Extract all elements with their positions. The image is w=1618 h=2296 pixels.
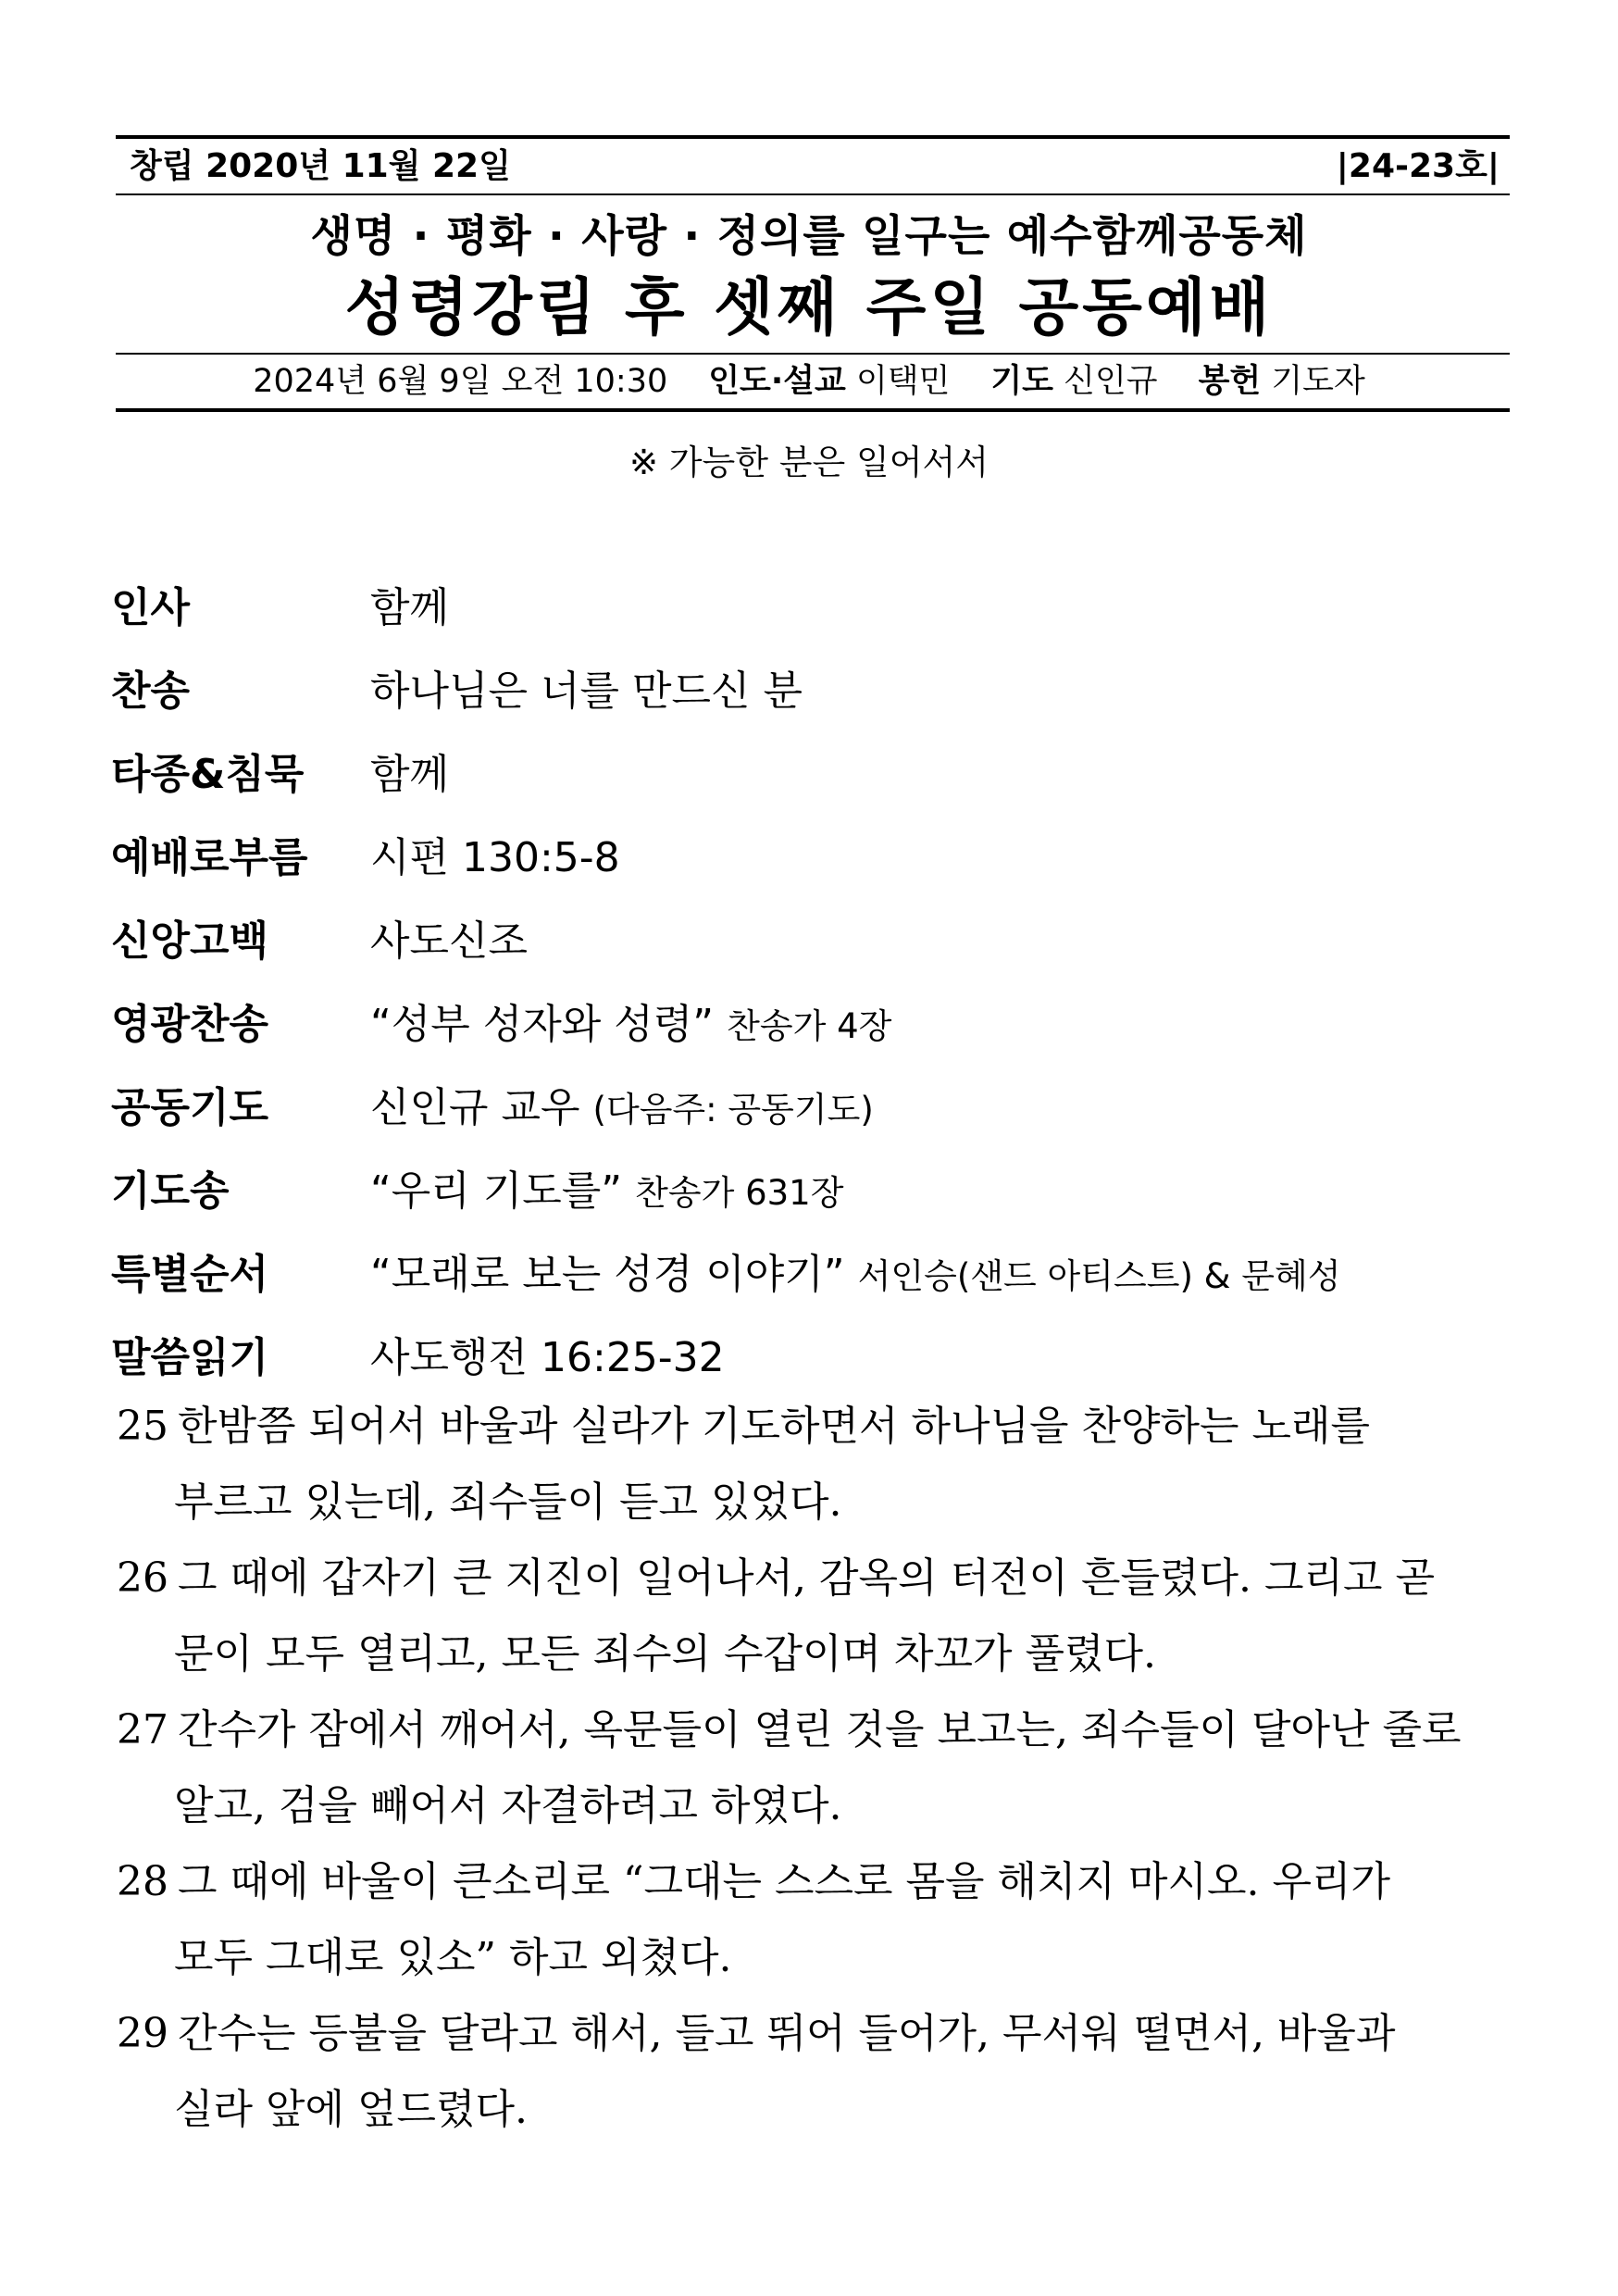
order-value-main: “모래로 보는 성경 이야기” [370, 1251, 845, 1298]
community-motto: 생명 · 평화 · 사랑 · 정의를 일구는 예수함께공동체 [310, 211, 1308, 262]
order-value [370, 659, 803, 724]
scripture-reading [117, 1389, 1514, 2148]
verse-number: 26 [117, 1554, 168, 1602]
prayer-name: 신인규 [1064, 363, 1158, 400]
order-value-note: (다음주: 공동기도) [592, 1090, 874, 1129]
verse-text: 간수는 등불을 달라고 해서, 들고 뛰어 들어가, 무서워 떨면서, 바울과 [178, 2010, 1396, 2057]
founded-date: 창립 2020년 11월 22일 [130, 147, 511, 185]
verse-text-continued: 실라 앞에 엎드렸다. [174, 2086, 528, 2133]
verse-text: 간수가 잠에서 깨어서, 옥문들이 열린 것을 보고는, 죄수들이 달아난 줄로 [178, 1706, 1462, 1753]
order-value [370, 826, 620, 891]
order-item [111, 992, 1518, 1076]
order-label: 인사 [111, 584, 191, 631]
order-label: 공동기도 [111, 1084, 269, 1131]
verse-number: 25 [117, 1403, 168, 1450]
verse [117, 1389, 1514, 1541]
order-item [111, 1159, 1518, 1242]
order-label: 기도송 [111, 1167, 230, 1215]
verse [117, 1844, 1514, 1996]
order-value [370, 1326, 725, 1391]
offering-name: 기도자 [1271, 363, 1365, 400]
order-item [111, 909, 1518, 992]
sermon-label: 인도·설교 [708, 363, 846, 400]
order-value-main: 시편 130:5-8 [370, 834, 620, 881]
service-title: 성령강림 후 셋째 주일 공동예배 [344, 271, 1274, 343]
order-item [111, 1076, 1518, 1159]
order-value-note: 서인승(샌드 아티스트) & 문혜성 [857, 1256, 1341, 1296]
info-rule [116, 408, 1510, 412]
offering-label: 봉헌 [1198, 363, 1262, 400]
verse-text-continued: 문이 모두 열리고, 모든 죄수의 수갑이며 차꼬가 풀렸다. [174, 1630, 1156, 1678]
order-of-worship [111, 576, 1518, 1409]
order-label: 찬송 [111, 668, 191, 715]
verse-number: 28 [117, 1858, 168, 1905]
standing-note: ※ 가능한 분은 일어서서 [629, 443, 989, 482]
order-item [111, 659, 1518, 742]
order-item [111, 742, 1518, 826]
verse [117, 1692, 1514, 1844]
verse-text: 그 때에 갑자기 큰 지진이 일어나서, 감옥의 터전이 흔들렸다. 그리고 곧 [178, 1554, 1435, 1602]
header-rule [116, 193, 1510, 195]
verse-number: 29 [117, 2010, 168, 2057]
order-value-main: “우리 기도를” [370, 1167, 623, 1215]
verse-text: 한밤쯤 되어서 바울과 실라가 기도하면서 하나님을 찬양하는 노래를 [178, 1403, 1371, 1450]
order-value-note: 찬송가 631장 [635, 1173, 844, 1213]
order-label: 신앙고백 [111, 917, 269, 965]
verse-number: 27 [117, 1706, 168, 1753]
verse [117, 1541, 1514, 1692]
order-item [111, 1242, 1518, 1326]
prayer-label: 기도 [990, 363, 1053, 400]
order-value-main: 함께 [370, 584, 450, 631]
service-info [0, 361, 1618, 402]
verse-text-continued: 부르고 있는데, 죄수들이 듣고 있었다. [174, 1479, 842, 1526]
service-datetime: 2024년 6월 9일 오전 10:30 [253, 363, 668, 400]
order-value [370, 742, 449, 807]
order-value [370, 1076, 874, 1142]
order-label: 타종&침묵 [111, 751, 305, 798]
verse-text-continued: 모두 그대로 있소” 하고 외쳤다. [174, 1934, 732, 1981]
order-value [370, 576, 449, 641]
verse-text: 그 때에 바울이 큰소리로 “그대는 스스로 몸을 해치지 마시오. 우리가 [178, 1858, 1390, 1905]
order-value-main: “성부 성자와 성령” [370, 1001, 715, 1048]
order-value [370, 909, 528, 974]
title-rule [116, 353, 1510, 355]
verse-text-continued: 알고, 검을 빼어서 자결하려고 하였다. [174, 1782, 842, 1829]
order-value-main: 사도행전 16:25-32 [370, 1334, 725, 1381]
order-item [111, 576, 1518, 659]
order-value [370, 1159, 843, 1226]
order-value-main: 함께 [370, 751, 450, 798]
sermon-name: 이택민 [855, 363, 951, 400]
order-label: 예배로부름 [111, 834, 308, 881]
top-rule [116, 135, 1510, 139]
order-value [370, 992, 891, 1059]
order-label: 영광찬송 [111, 1001, 269, 1048]
order-label: 특별순서 [111, 1251, 269, 1298]
order-label: 말씀읽기 [111, 1334, 269, 1381]
order-value-main: 신인규 교우 [370, 1084, 580, 1131]
order-value-note: 찬송가 4장 [727, 1006, 892, 1046]
order-item [111, 826, 1518, 909]
verse [117, 1996, 1514, 2148]
issue-number: |24-23호| [1336, 147, 1500, 185]
order-value [370, 1242, 1341, 1309]
order-value-main: 사도신조 [370, 917, 529, 965]
order-value-main: 하나님은 너를 만드신 분 [370, 668, 803, 715]
